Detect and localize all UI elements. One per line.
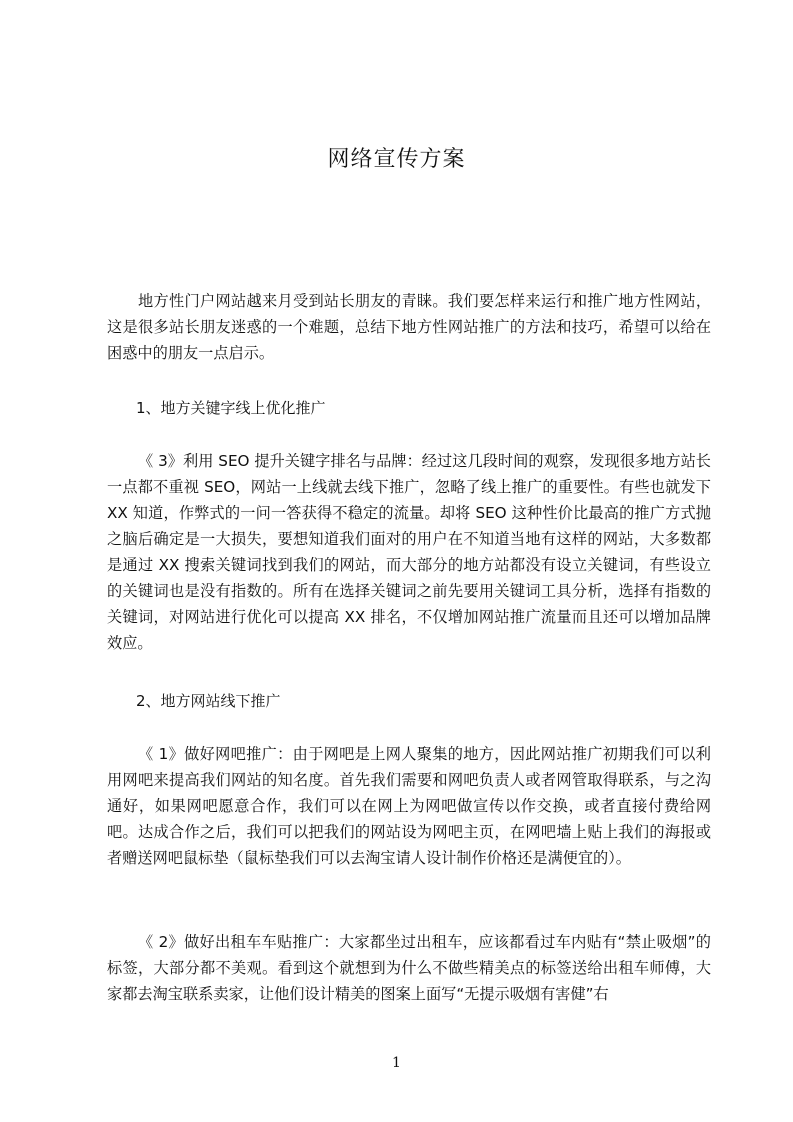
section-2-paragraph-1: 《 1》做好网吧推广：由于网吧是上网人聚集的地方，因此网站推广初期我们可以利用网吧来提高我们网站的知名度。首先我们需要和网吧负责人或者网管取得联系，与之沟通好，如果网吧愿意合作，我们可以在网上为网吧做宣传以作交换，或者直接付费给网吧。达成合作之后，我们可以把我们的网站设为网吧主页，在网吧墙上贴上我们的海报或者赠送网吧鼠标垫（鼠标垫我们可以去淘宝请人设计制作价格还是满便宜的）。 [107,745,711,867]
page-number: 1 [392,1055,401,1071]
section-heading-2: 2、地方网站线下推广 [136,692,281,710]
section-2-paragraph-2: 《 2》做好出租车车贴推广：大家都坐过出租车，应该都看过车内贴有“禁止吸烟”的标签，大部分都不美观。看到这个就想到为什么不做些精美点的标签送给出租车师傅，大家都去淘宝联系卖家，让他们设计精美的图案上面写“无提示吸烟有害健”右 [107,933,711,1003]
intro-paragraph: 地方性门户网站越来月受到站长朋友的青睐。我们要怎样来运行和推广地方性网站，这是很多站长朋友迷惑的一个难题，总结下地方性网站推广的方法和技巧，希望可以给在困惑中的朋友一点启示。 [107,292,711,362]
section-1-paragraph: 《 3》利用 SEO 提升关键字排名与品牌：经过这几段时间的观察，发现很多地方站长一点都不重视 SEO，网站一上线就去线下推广，忽略了线上推广的重要性。有些也就发下 XX 知道，作弊式的一问一答获得不稳定的流量。却将 SEO 这种性价比最高的推广方式抛之脑后确定是一大损失，要想知道我们面对的用户在不知道当地有这样的网站，大多数都是通过 XX 搜索关键词找到我们的网站，而大部分的地方站都没有设立关键词，有些设立的关键词也是没有指数的。所有在选择关键词之前先要用关键词工具分析，选择有指数的关键词，对网站进行优化可以提高 XX 排名，不仅增加网站推广流量而且还可以增加品牌效应。 [107,452,711,652]
document-title: 网络宣传方案 [327,147,466,172]
section-heading-1: 1、地方关键字线上优化推广 [136,399,326,417]
